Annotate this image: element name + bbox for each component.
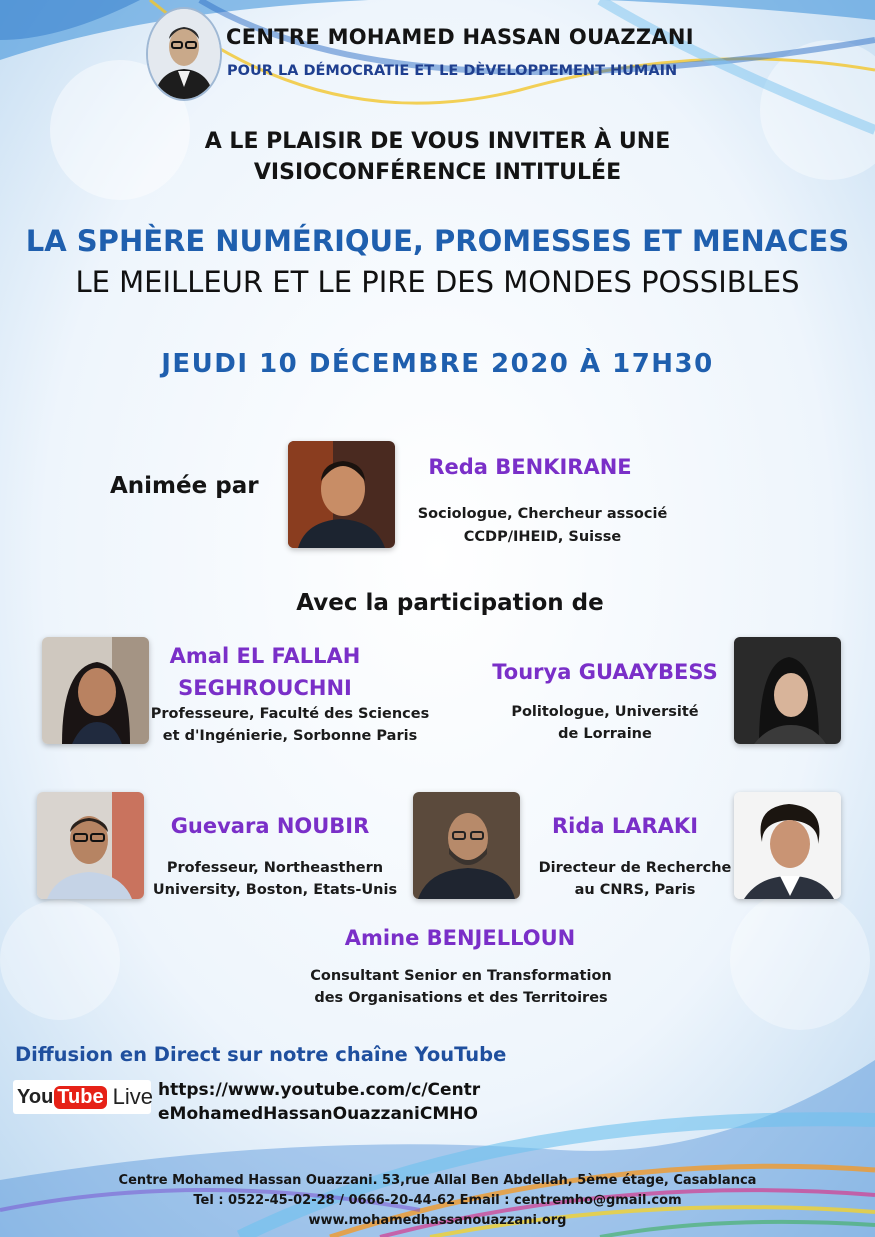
speaker-photo-guevara bbox=[37, 792, 144, 899]
speaker-desc-tourya-2: de Lorraine bbox=[558, 726, 652, 742]
speaker-name-amine: Amine BENJELLOUN bbox=[344, 926, 576, 950]
speaker-name-tourya: Tourya GUAAYBESS bbox=[492, 660, 718, 684]
moderator-label: Animée par bbox=[110, 473, 259, 499]
youtube-live-logo[interactable] bbox=[13, 1080, 151, 1114]
youtube-logo-tube: Tube bbox=[54, 1086, 106, 1109]
speaker-desc-amal-1: Professeure, Faculté des Sciences bbox=[150, 706, 430, 722]
speaker-desc-tourya-1: Politologue, Université bbox=[511, 704, 699, 720]
conference-subtitle: LE MEILLEUR ET LE PIRE DES MONDES POSSIBLES bbox=[75, 265, 800, 299]
youtube-logo-live: Live bbox=[112, 1084, 153, 1109]
founder-portrait-logo bbox=[146, 7, 222, 101]
footer-address: Centre Mohamed Hassan Ouazzani. 53,rue Allal Ben Abdellah, 5ème étage, Casablanca bbox=[118, 1173, 757, 1188]
footer-website[interactable]: www.mohamedhassanouazzani.org bbox=[308, 1213, 567, 1228]
moderator-desc-2: CCDP/IHEID, Suisse bbox=[463, 529, 622, 545]
speaker-photo-rida bbox=[413, 792, 520, 899]
footer-contact: Tel : 0522-45-02-28 / 0666-20-44-62 Email : centremho@gmail.com bbox=[193, 1193, 682, 1208]
speaker-desc-guevara-1: Professeur, Northeasthern bbox=[166, 860, 384, 876]
speaker-desc-rida-1: Directeur de Recherche bbox=[538, 860, 732, 876]
speaker-photo-laraki bbox=[734, 792, 841, 899]
moderator-photo bbox=[288, 441, 395, 548]
speaker-name-amal-2: SEGHROUCHNI bbox=[178, 676, 352, 700]
speaker-desc-amal-2: et d'Ingénierie, Sorbonne Paris bbox=[162, 728, 418, 744]
invite-line-2: VISIOCONFÉRENCE INTITULÉE bbox=[253, 160, 622, 185]
org-subtitle: POUR LA DÉMOCRATIE ET LE DÈVELOPPEMENT HUMAIN bbox=[227, 63, 678, 79]
speaker-name-rida: Rida LARAKI bbox=[551, 814, 699, 838]
speaker-name-amal-1: Amal EL FALLAH bbox=[169, 644, 361, 668]
participation-label: Avec la participation de bbox=[296, 590, 604, 616]
moderator-desc-1: Sociologue, Chercheur associé bbox=[417, 506, 668, 522]
youtube-heading: Diffusion en Direct sur notre chaîne YouTube bbox=[15, 1043, 507, 1066]
speaker-desc-rida-2: au CNRS, Paris bbox=[574, 882, 696, 898]
speaker-desc-amine-2: des Organisations et des Territoires bbox=[314, 990, 608, 1006]
moderator-name: Reda BENKIRANE bbox=[428, 455, 632, 479]
youtube-url-line-1[interactable]: https://www.youtube.com/c/Centr bbox=[158, 1080, 481, 1100]
speaker-photo-tourya bbox=[734, 637, 841, 744]
org-name: CENTRE MOHAMED HASSAN OUAZZANI bbox=[226, 25, 694, 49]
speaker-name-guevara: Guevara NOUBIR bbox=[170, 814, 370, 838]
youtube-logo-you: You bbox=[17, 1085, 54, 1108]
speaker-photo-amal bbox=[42, 637, 149, 744]
speaker-desc-guevara-2: University, Boston, Etats-Unis bbox=[152, 882, 398, 898]
youtube-url-line-2[interactable]: eMohamedHassanOuazzaniCMHO bbox=[158, 1104, 478, 1124]
conference-title: LA SPHÈRE NUMÉRIQUE, PROMESSES ET MENACES bbox=[25, 224, 850, 258]
event-date: JEUDI 10 DÉCEMBRE 2020 À 17H30 bbox=[161, 349, 714, 379]
speaker-desc-amine-1: Consultant Senior en Transformation bbox=[310, 968, 612, 984]
invite-line-1: A LE PLAISIR DE VOUS INVITER À UNE bbox=[204, 129, 671, 154]
